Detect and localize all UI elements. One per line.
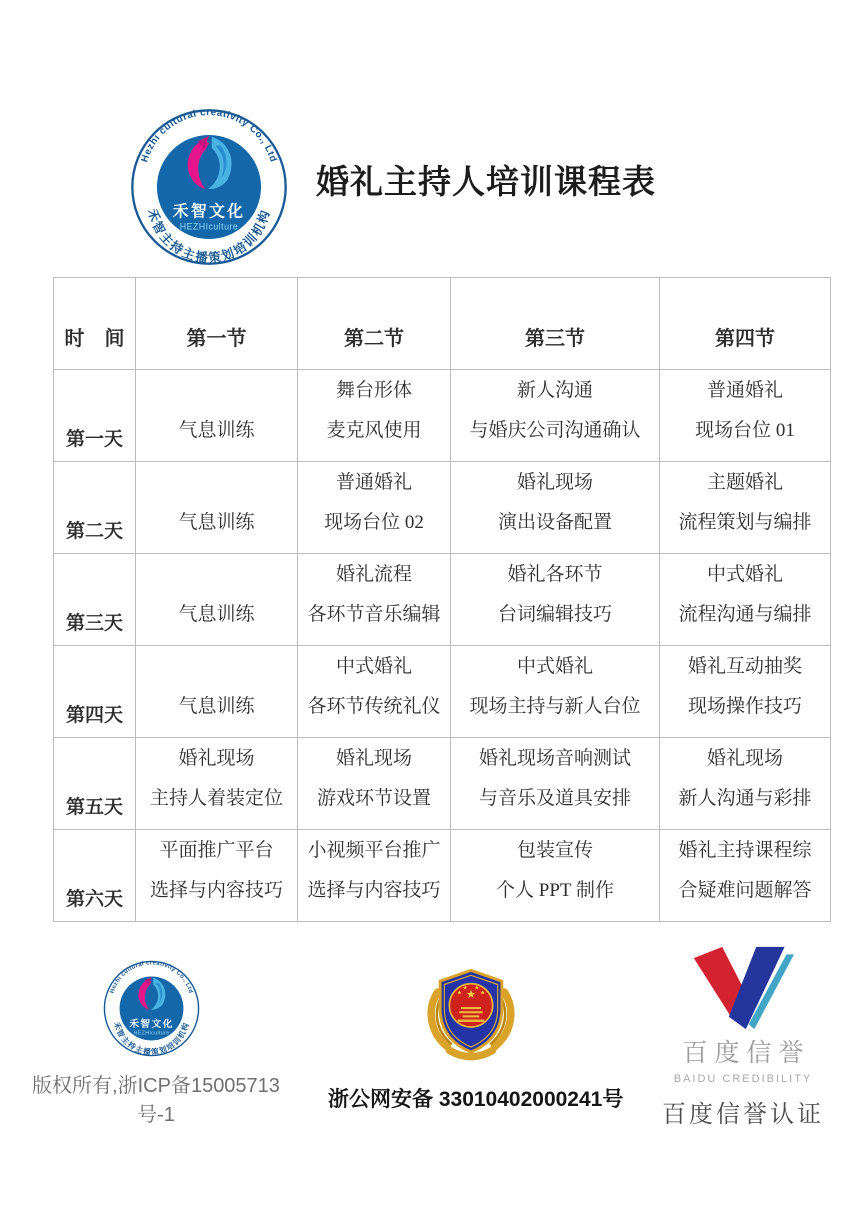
course-line: 选择与内容技巧 bbox=[307, 880, 441, 901]
page-title: 婚礼主持人培训课程表 bbox=[316, 165, 656, 201]
course-line: 婚礼现场 bbox=[178, 748, 255, 769]
course-line: 婚礼各环节 bbox=[507, 564, 603, 585]
course-line: 小视频平台推广 bbox=[307, 840, 441, 861]
course-cell bbox=[660, 370, 831, 462]
course-cell bbox=[136, 554, 298, 646]
course-cell bbox=[660, 462, 831, 554]
course-line: 婚礼现场音响测试 bbox=[478, 748, 631, 769]
course-line: 个人 PPT 制作 bbox=[496, 880, 614, 901]
course-line: 各环节音乐编辑 bbox=[307, 604, 441, 625]
course-line: 婚礼互动抽奖 bbox=[687, 656, 802, 677]
baidu-caption: 百度信誉认证 bbox=[662, 1101, 824, 1128]
course-line: 现场操作技巧 bbox=[687, 696, 802, 717]
course-cell bbox=[451, 830, 660, 922]
course-line: 气息训练 bbox=[178, 696, 255, 717]
course-cell bbox=[298, 738, 451, 830]
course-line: 新人沟通与彩排 bbox=[678, 788, 812, 809]
course-line: 新人沟通 bbox=[516, 380, 593, 401]
course-cell bbox=[298, 554, 451, 646]
course-cell bbox=[298, 462, 451, 554]
course-cell bbox=[451, 554, 660, 646]
course-line: 主题婚礼 bbox=[706, 472, 783, 493]
course-line: 游戏环节设置 bbox=[316, 788, 431, 809]
icp-copyright-link[interactable]: 版权所有,浙ICP备15005713号-1 bbox=[32, 1075, 280, 1126]
course-cell bbox=[451, 646, 660, 738]
course-line: 各环节传统礼仪 bbox=[307, 696, 441, 717]
course-line: 流程策划与编排 bbox=[678, 512, 812, 533]
header-cell-session3: 第三节 bbox=[451, 278, 660, 370]
day-cell: 第五天 bbox=[54, 738, 136, 830]
course-cell bbox=[136, 370, 298, 462]
course-cell bbox=[298, 646, 451, 738]
course-line: 现场台位 02 bbox=[324, 512, 424, 533]
course-cell bbox=[660, 646, 831, 738]
course-line: 普通婚礼 bbox=[706, 380, 783, 401]
police-number-link[interactable]: 浙公网安备 33010402000241号 bbox=[328, 1088, 624, 1111]
day-cell: 第二天 bbox=[54, 462, 136, 554]
svg-text:★: ★ bbox=[474, 985, 480, 992]
baidu-v-icon bbox=[691, 942, 795, 1032]
table-row-day6 bbox=[54, 830, 831, 922]
course-line: 与音乐及道具安排 bbox=[478, 788, 631, 809]
hezhi-logo-small bbox=[103, 960, 200, 1057]
day-cell: 第三天 bbox=[54, 554, 136, 646]
table-row-day3 bbox=[54, 554, 831, 646]
table-row-day5 bbox=[54, 738, 831, 830]
course-line: 合疑难问题解答 bbox=[678, 880, 812, 901]
course-line: 平面推广平台 bbox=[159, 840, 274, 861]
course-cell bbox=[660, 830, 831, 922]
course-line: 婚礼流程 bbox=[335, 564, 412, 585]
course-cell bbox=[136, 738, 298, 830]
course-line: 婚礼现场 bbox=[335, 748, 412, 769]
course-line: 中式婚礼 bbox=[335, 656, 412, 677]
baidu-subtitle: BAIDU CREDIBILITY bbox=[673, 1073, 813, 1085]
course-cell bbox=[136, 646, 298, 738]
course-line: 现场主持与新人台位 bbox=[469, 696, 641, 717]
course-line: 包装宣传 bbox=[516, 840, 593, 861]
svg-text:★: ★ bbox=[465, 986, 477, 1001]
baidu-credibility-block[interactable] bbox=[650, 942, 836, 1129]
baidu-title: 百度信誉 bbox=[682, 1039, 811, 1067]
hezhi-logo bbox=[130, 108, 288, 266]
svg-text:★: ★ bbox=[480, 990, 486, 997]
course-cell bbox=[451, 462, 660, 554]
table-row-day2 bbox=[54, 462, 831, 554]
svg-text:★: ★ bbox=[456, 990, 462, 997]
table-header-row bbox=[54, 278, 831, 370]
course-line: 中式婚礼 bbox=[706, 564, 783, 585]
course-line: 普通婚礼 bbox=[335, 472, 412, 493]
course-line: 中式婚礼 bbox=[516, 656, 593, 677]
header-cell-session2: 第二节 bbox=[298, 278, 451, 370]
day-cell: 第四天 bbox=[54, 646, 136, 738]
course-cell bbox=[136, 462, 298, 554]
course-line: 现场台位 01 bbox=[695, 420, 795, 441]
course-line: 流程沟通与编排 bbox=[678, 604, 812, 625]
course-line: 婚礼现场 bbox=[706, 748, 783, 769]
course-cell bbox=[451, 370, 660, 462]
course-line: 舞台形体 bbox=[335, 380, 412, 401]
course-line: 麦克风使用 bbox=[326, 420, 422, 441]
header-cell-session1: 第一节 bbox=[136, 278, 298, 370]
course-line: 与婚庆公司沟通确认 bbox=[469, 420, 641, 441]
svg-text:★: ★ bbox=[462, 985, 468, 992]
course-line: 台词编辑技巧 bbox=[497, 604, 612, 625]
course-line: 气息训练 bbox=[178, 512, 255, 533]
course-cell bbox=[298, 830, 451, 922]
course-cell bbox=[298, 370, 451, 462]
course-cell bbox=[136, 830, 298, 922]
course-line: 婚礼主持课程综 bbox=[678, 840, 812, 861]
table-row-day1 bbox=[54, 370, 831, 462]
course-line: 选择与内容技巧 bbox=[149, 880, 283, 901]
course-cell bbox=[451, 738, 660, 830]
course-table bbox=[53, 277, 831, 922]
course-line: 演出设备配置 bbox=[497, 512, 612, 533]
course-line: 气息训练 bbox=[178, 604, 255, 625]
police-badge-icon[interactable] bbox=[421, 962, 521, 1062]
header-cell-session4: 第四节 bbox=[660, 278, 831, 370]
course-line: 气息训练 bbox=[178, 420, 255, 441]
course-line: 婚礼现场 bbox=[516, 472, 593, 493]
course-cell bbox=[660, 738, 831, 830]
day-cell: 第六天 bbox=[54, 830, 136, 922]
course-line: 主持人着装定位 bbox=[149, 788, 283, 809]
table-row-day4 bbox=[54, 646, 831, 738]
header-cell-time: 时 间 bbox=[54, 278, 136, 370]
day-cell: 第一天 bbox=[54, 370, 136, 462]
course-cell bbox=[660, 554, 831, 646]
